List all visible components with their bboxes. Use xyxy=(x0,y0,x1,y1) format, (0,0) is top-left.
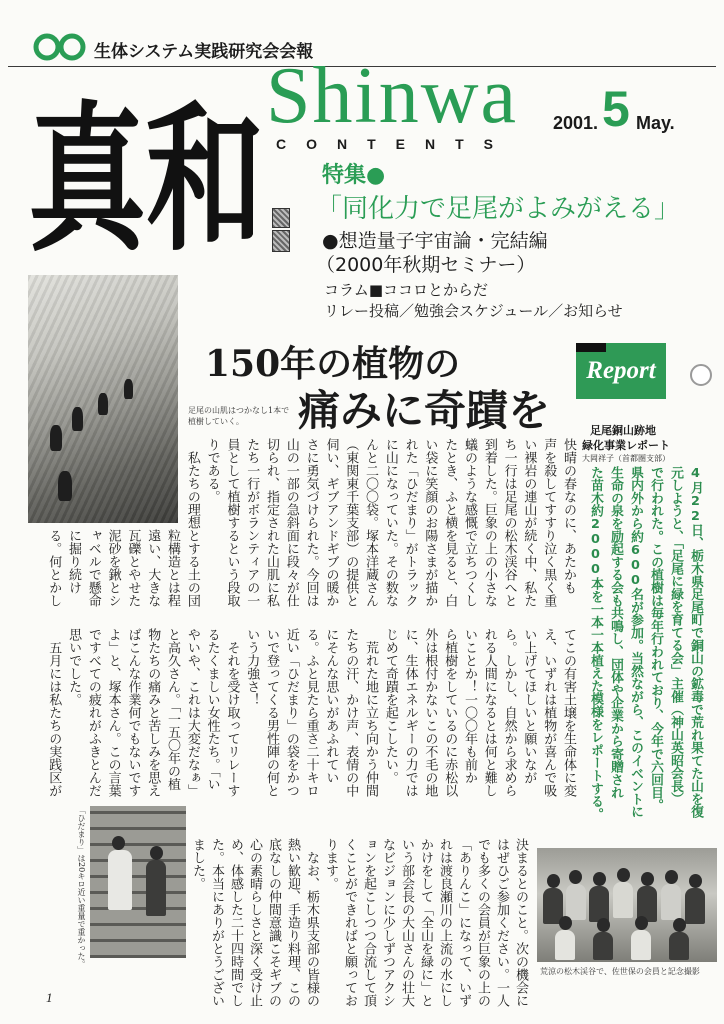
body-column: かけをして「全山を緑に」と xyxy=(418,838,433,1007)
person-figure xyxy=(124,379,133,399)
organization-name: 生体システム実践研究会会報 xyxy=(94,42,314,62)
photo-caption: 荒涼の松木渓谷で、佐世保の会員と記念撮影 xyxy=(540,967,700,976)
body-column: ました。 xyxy=(190,838,205,890)
body-tier-1-below-photo xyxy=(43,529,182,611)
body-column: さに勇気づけられた。今回は xyxy=(303,438,319,607)
contents-item-title: ●想造量子宇宙論・完結編 xyxy=(322,230,548,252)
body-column: それを受け取ってリレーす xyxy=(224,628,240,797)
body-column: と高久さん。「一五〇年の植 xyxy=(165,628,181,791)
body-column: たち一行がボランティアの一 xyxy=(244,438,260,607)
lead-column: 生命の泉を励起する会も共鳴し、団体や企業から寄贈され xyxy=(608,466,623,799)
body-column: 近い「ひだまり」の袋をかつ xyxy=(283,628,299,797)
person-figure xyxy=(108,850,132,910)
body-column: じめて奇蹟を起こしたい。 xyxy=(382,628,398,784)
caption-line: 植樹していく。 xyxy=(188,417,244,426)
body-column: え、いずれは植物が喜んで吸 xyxy=(541,628,557,797)
body-column: い裸岩の連山が続く中、私た xyxy=(521,438,537,607)
body-column: くことができればと願ってお xyxy=(342,838,357,1007)
body-tier-3 xyxy=(188,838,530,1010)
lead-column: 県内外から約600名が参加。当然ながら、このイベントに xyxy=(628,466,643,819)
body-column: 快晴の春なのに、あたかも xyxy=(561,438,576,594)
body-column: め、体感した二十四時間でし xyxy=(228,838,243,1007)
body-column: れた「ひだまり」がトラック xyxy=(402,438,418,607)
body-column: 山の一部の急斜面に段々が仕 xyxy=(283,438,299,607)
body-column: にそんな思いがあふれてい xyxy=(323,628,339,784)
body-column: 声を殺してすすり泣く黒く重 xyxy=(541,438,557,607)
person-figure xyxy=(50,425,62,451)
body-column: んと二〇〇袋。塚本洋蔵さん xyxy=(363,438,379,607)
person-head xyxy=(569,870,582,884)
report-label: Report xyxy=(586,357,656,384)
person-head xyxy=(593,872,606,886)
body-column: ですべての疲れがふきとんだ xyxy=(85,628,101,797)
body-column: ら。しかし、自然から求めら xyxy=(501,628,517,797)
body-column: 熱い歓迎、手造り料理、この xyxy=(285,838,300,1007)
lead-column: た苗木約2000本を一本一本植えた模様をレポートする。 xyxy=(588,466,603,821)
body-column: い上げてほしいと願いなが xyxy=(521,628,537,784)
body-column: たちの汗、かけ声、表情の中 xyxy=(343,628,359,797)
lead-column: 4月22日、栃木県足尾町で銅山の鉱毒で荒れ果てた山を復 xyxy=(688,466,703,819)
body-column: よ」と、塚本さん。この言葉 xyxy=(105,628,121,797)
seal-stamp-icon xyxy=(272,208,290,228)
feature-label: 特集● xyxy=(322,163,386,188)
issue-number: 5 xyxy=(602,81,630,137)
contents-others: リレー投稿／勉強会スケジュール／お知らせ xyxy=(324,302,623,320)
person-figure xyxy=(661,884,681,920)
body-column: たとき、ふと横を見ると、白 xyxy=(442,438,458,607)
photo-group-members xyxy=(537,848,717,962)
body-column: ばこんな作業何でもないです xyxy=(125,628,141,797)
body-column: やいや、これは大変だなぁ」 xyxy=(184,628,200,797)
report-author: 大岡祥子（首都圏支部） xyxy=(582,454,670,463)
lead-column: で行われた。この植樹は毎年行われており、今年で六回目。 xyxy=(648,466,663,812)
body-column: ャベルで懸命 xyxy=(85,529,101,607)
body-column: れは渡良瀬川の上流の水にし xyxy=(437,838,452,1007)
body-column: 外は根付かないこの不毛の地 xyxy=(422,628,438,797)
body-column: でも多くの会員が巨象の上の xyxy=(475,838,490,1007)
seal-stamp-icon xyxy=(272,230,290,252)
calligraphy-title: 真和 xyxy=(28,85,265,273)
person-figure xyxy=(146,860,166,916)
page-number: 1 xyxy=(46,990,53,1005)
body-column: る。ふと見たら重さ二十キロ xyxy=(303,628,319,797)
contents-item-subtitle: （2000年秋期セミナー） xyxy=(316,254,536,276)
body-column: 「ありんこ」になって、いず xyxy=(456,838,471,1007)
body-column: れる人間になるとは何と難し xyxy=(481,628,497,797)
body-tier-1 xyxy=(182,438,578,610)
person-head xyxy=(689,874,702,888)
body-column: ち一行は足尾の松木渓谷へと xyxy=(501,438,517,607)
issue-month: May. xyxy=(636,113,675,133)
report-place: 足尾銅山跡地 xyxy=(590,424,656,437)
body-column: 私たちの理想とする土の団 xyxy=(184,438,200,607)
person-figure xyxy=(613,882,633,918)
body-column: に掘り続け xyxy=(66,529,81,594)
person-figure xyxy=(685,888,705,924)
body-column: （東関東千葉支部）の提供と xyxy=(343,438,359,607)
body-column: 蟻のような感慨で立ちつくし xyxy=(462,438,478,607)
body-column: 伺い、ギブアンドギブの暖か xyxy=(323,438,339,607)
body-column: 思いでした。 xyxy=(66,628,82,706)
person-figure xyxy=(58,471,72,501)
body-column: 到着した。巨象の上の小さな xyxy=(481,438,497,607)
person-figure xyxy=(72,407,83,431)
body-column: 物たちの痛みと苦しみを思え xyxy=(145,628,161,797)
body-column: なビジョンに少しずつアクシ xyxy=(380,838,395,1007)
body-column: に、生体エネルギーの力では xyxy=(402,628,418,797)
lead-column: 元しようと、「足尾に緑を育てる会」主催（神山英昭会長） xyxy=(668,466,683,806)
person-figure xyxy=(589,886,609,922)
person-figure xyxy=(566,884,586,920)
body-column: い袋に笑顔のお陽さまが描か xyxy=(422,438,438,607)
body-column: 五月には私たちの実践区が xyxy=(46,628,62,797)
person-head xyxy=(673,918,686,932)
body-column: 心の素晴らしさと深く受け止 xyxy=(247,838,262,1007)
body-column: ョンを起こしつつ合流して頂 xyxy=(361,838,376,1007)
body-column: 決まるとのこと。次の機会に xyxy=(513,838,528,1007)
person-figure xyxy=(593,932,613,960)
person-figure xyxy=(669,932,689,960)
headline-line: 痛みに奇蹟を xyxy=(298,386,551,435)
headline-line: 150年の植物の xyxy=(205,343,461,385)
body-column: いことか！一〇〇年も前か xyxy=(462,628,477,784)
photo-planting-slope xyxy=(28,275,178,523)
person-head xyxy=(112,836,125,850)
body-column: 荒れた地に立ち向かう仲間 xyxy=(363,628,379,797)
person-figure xyxy=(555,930,575,960)
person-head xyxy=(597,918,610,932)
body-column: 泥砂を鍬とシ xyxy=(105,529,121,607)
person-figure xyxy=(631,930,651,960)
binder-hole-icon xyxy=(690,364,712,386)
body-column: 底なしの仲間意識こそギブの xyxy=(266,838,281,1007)
body-column: に山になっていた。その数な xyxy=(382,438,398,607)
body-column: 切られ、指定された山肌に私 xyxy=(264,438,280,607)
person-head xyxy=(635,916,648,930)
body-column: りである。 xyxy=(204,438,220,503)
person-figure xyxy=(98,393,108,415)
contents-heading: CONTENTS xyxy=(276,136,513,152)
body-column: るたくましい女性たち。「い xyxy=(204,628,220,791)
contents-column: コラム■ココロとからだ xyxy=(324,281,489,299)
person-head xyxy=(641,872,654,886)
newsletter-title: Shinwa xyxy=(266,52,518,140)
person-head xyxy=(150,846,163,860)
report-badge xyxy=(576,343,666,399)
photo-caption xyxy=(188,405,289,427)
person-head xyxy=(617,868,630,882)
person-head xyxy=(547,874,560,888)
body-column: てこの有害土壌を生命体に変 xyxy=(560,628,576,797)
body-column: ります。 xyxy=(323,838,338,890)
body-column: 員として植樹するという段取 xyxy=(224,438,240,607)
body-column: いで登ってくる男性陣の何と xyxy=(264,628,280,797)
report-badge-accent xyxy=(576,343,606,352)
body-column: ら植樹をしているのに赤松以 xyxy=(442,628,458,797)
body-column: 瓦礫とやせた xyxy=(125,529,141,607)
linked-rings-logo-icon xyxy=(32,32,88,62)
photo-sandbags xyxy=(90,806,186,958)
issue-year: 2001. xyxy=(553,113,599,133)
feature-title: 「同化力で足尾がよみがえる」 xyxy=(316,194,681,224)
body-column: いう部会長の大山さんの壮大 xyxy=(399,838,414,1007)
body-column: 遠い、大きな xyxy=(145,529,161,607)
body-column: た。本当にありがとうござい xyxy=(209,838,224,1007)
body-column: なお、栃木県支部の皆様の xyxy=(304,838,319,1007)
body-column: る。何とかし xyxy=(46,529,62,607)
report-type: 緑化事業レポート xyxy=(582,439,670,452)
body-column: はぜひご参加ください。一人 xyxy=(494,838,509,1007)
person-head xyxy=(559,916,572,930)
photo-caption: 「ひだまり」は20キロ近い重量で重かった。 xyxy=(77,806,86,969)
body-tier-2 xyxy=(43,628,578,800)
article-lead xyxy=(585,466,705,832)
body-column: いう力強さ！ xyxy=(244,628,260,706)
caption-line: 足尾の山肌はつかなし1本で xyxy=(188,406,290,415)
body-column: 粒構造とは程 xyxy=(164,529,180,607)
person-head xyxy=(665,870,678,884)
